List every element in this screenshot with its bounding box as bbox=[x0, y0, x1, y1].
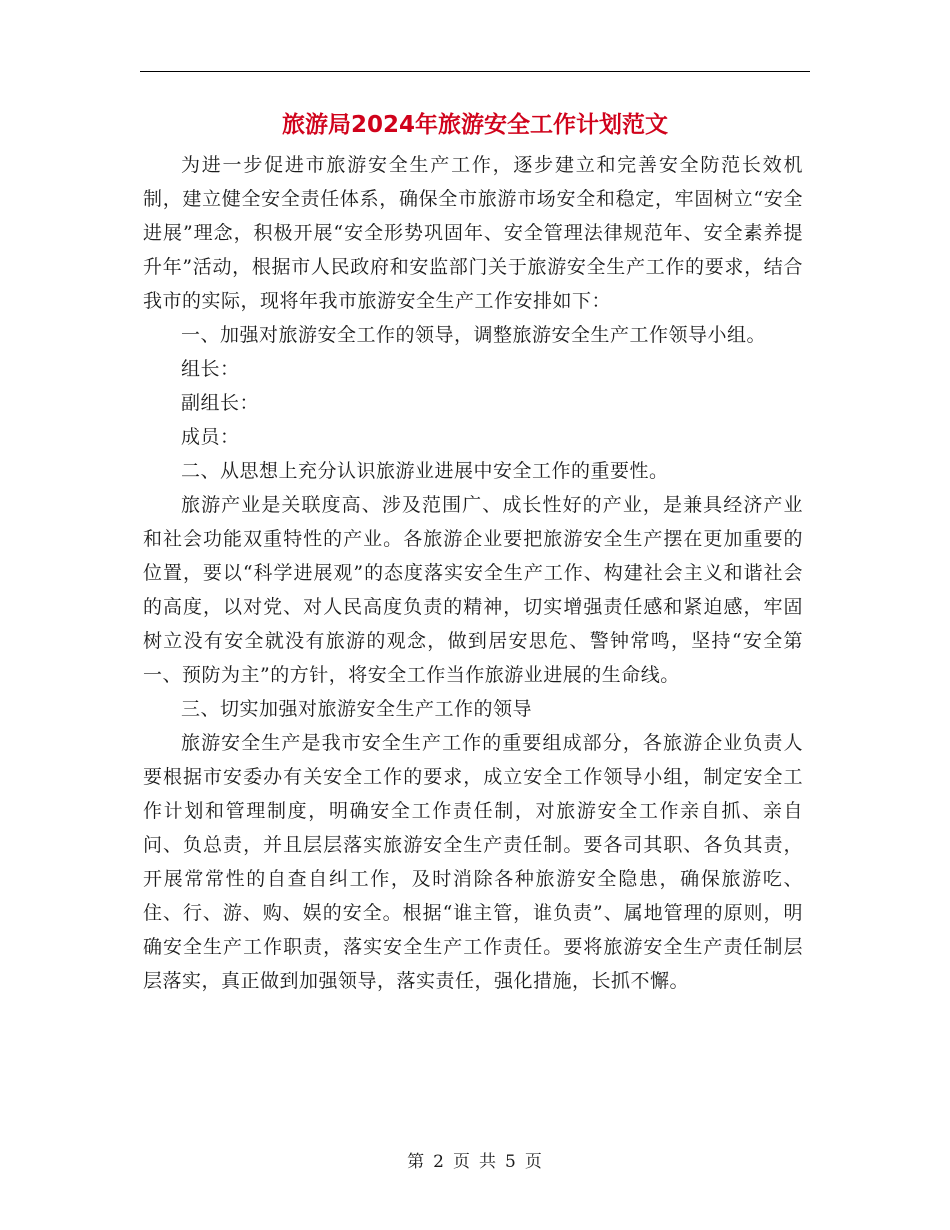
footer-total-pages: 5 bbox=[505, 1152, 517, 1172]
section-heading-1: 一、加强对旅游安全工作的领导，调整旅游安全生产工作领导小组。 bbox=[181, 324, 767, 346]
members-label: 成员： bbox=[181, 426, 240, 448]
footer-total-suffix: 页 bbox=[524, 1152, 543, 1172]
page-footer bbox=[0, 1150, 950, 1174]
paragraph-section-3: 旅游安全生产是我市安全生产工作的重要组成部分，各旅游企业负责人要根据市安委办有关安全工作的要求，成立安全工作领导小组，制定安全工作计划和管理制度，明确安全工作责任制，对旅游安全工作亲自抓、亲自问、负总责，并且层层落实旅游安全生产责任制。要各司其职、各负其责，开展常常性的自查自纠工作，及时消除各种旅游安全隐患，确保旅游吃、住、行、游、购、娱的安全。根据“谁主管，谁负责”、属地管理的原则，明确安全生产工作职责，落实安全生产工作责任。要将旅游安全生产责任制层层落实，真正做到加强领导，落实责任，强化措施，长抓不懈。 bbox=[143, 732, 803, 992]
leader-label: 组长： bbox=[181, 358, 240, 380]
footer-page-word: 页 bbox=[453, 1152, 471, 1172]
footer-current-page: 2 bbox=[433, 1152, 445, 1172]
footer-total-prefix: 共 bbox=[479, 1152, 497, 1172]
footer-prefix: 第 bbox=[407, 1152, 426, 1172]
header-rule bbox=[140, 71, 810, 72]
paragraph-intro: 为进一步促进市旅游安全生产工作，逐步建立和完善安全防范长效机制，建立健全安全责任体系，确保全市旅游市场安全和稳定，牢固树立“安全进展”理念，积极开展“安全形势巩固年、安全管理法律规范年、安全素养提升年”活动，根据市人民政府和安监部门关于旅游安全生产工作的要求，结合我市的实际，现将年我市旅游安全生产工作安排如下： bbox=[143, 154, 803, 312]
section-heading-3: 三、切实加强对旅游安全生产工作的领导 bbox=[181, 698, 533, 720]
paragraph-section-2: 旅游产业是关联度高、涉及范围广、成长性好的产业，是兼具经济产业和社会功能双重特性的产业。各旅游企业要把旅游安全生产摆在更加重要的位置，要以“科学进展观”的态度落实安全生产工作、构建社会主义和谐社会的高度，以对党、对人民高度负责的精神，切实增强责任感和紧迫感，牢固树立没有安全就没有旅游的观念，做到居安思危、警钟常鸣，坚持“安全第一、预防为主”的方针，将安全工作当作旅游业进展的生命线。 bbox=[143, 494, 803, 686]
section-heading-2: 二、从思想上充分认识旅游业进展中安全工作的重要性。 bbox=[181, 460, 669, 482]
document-title: 旅游局2024年旅游安全工作计划范文 bbox=[281, 112, 668, 138]
document-body bbox=[143, 148, 803, 998]
deputy-leader-label: 副组长： bbox=[181, 392, 260, 414]
